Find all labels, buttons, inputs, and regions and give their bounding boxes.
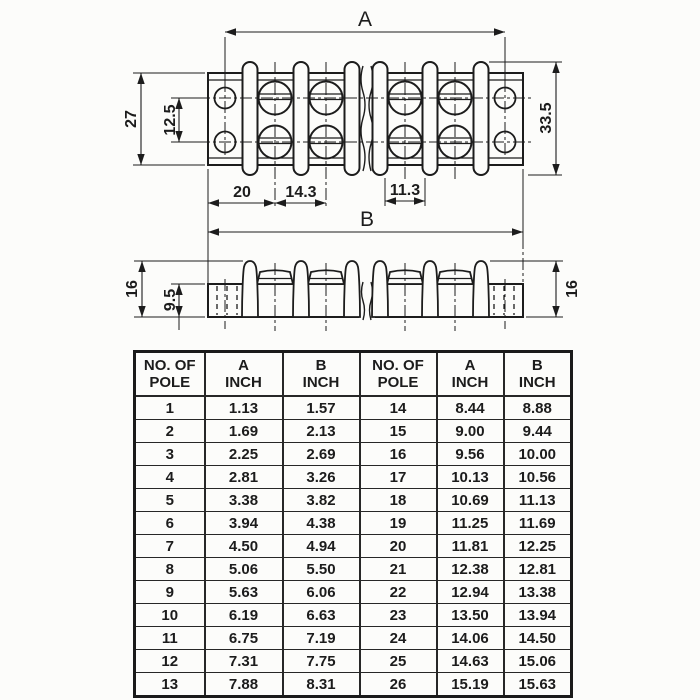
table-cell: 14 bbox=[360, 396, 437, 420]
table-cell: 8.44 bbox=[437, 396, 504, 420]
table-cell: 1 bbox=[135, 396, 205, 420]
barrier-profile bbox=[344, 261, 360, 317]
table-cell: 4 bbox=[135, 466, 205, 489]
table-cell: 1.69 bbox=[205, 420, 283, 443]
header-text: A bbox=[238, 356, 249, 374]
table-cell: 2.25 bbox=[205, 443, 283, 466]
table-cell: 11.13 bbox=[504, 489, 572, 512]
table-cell: 14.50 bbox=[504, 627, 572, 650]
table-cell: 22 bbox=[360, 581, 437, 604]
header-no-of-pole-right bbox=[360, 352, 437, 397]
header-text: POLE bbox=[149, 374, 191, 391]
table-row bbox=[135, 673, 572, 697]
dim-11-3 bbox=[385, 178, 425, 206]
table-row bbox=[135, 396, 572, 420]
dim-27-label: 27 bbox=[123, 110, 140, 128]
table-cell: 9.56 bbox=[437, 443, 504, 466]
table-cell: 18 bbox=[360, 489, 437, 512]
barrier-profile bbox=[293, 261, 309, 317]
table-cell: 3.94 bbox=[205, 512, 283, 535]
dim-9-5 bbox=[162, 284, 205, 330]
table-cell: 25 bbox=[360, 650, 437, 673]
table-cell: 4.38 bbox=[283, 512, 360, 535]
dim-20-and-14-3 bbox=[208, 169, 326, 237]
table-row bbox=[135, 443, 572, 466]
table-cell: 1.13 bbox=[205, 396, 283, 420]
header-no-of-pole-left bbox=[135, 352, 205, 397]
side-view bbox=[124, 261, 581, 331]
table-cell: 15.63 bbox=[504, 673, 572, 697]
table-cell: 12.94 bbox=[437, 581, 504, 604]
table-cell: 17 bbox=[360, 466, 437, 489]
table-cell: 19 bbox=[360, 512, 437, 535]
dim-a-label: A bbox=[357, 8, 373, 31]
header-text: B bbox=[315, 356, 327, 374]
table-cell: 3.82 bbox=[283, 489, 360, 512]
header-text: INCH bbox=[302, 374, 340, 391]
table-row bbox=[135, 466, 572, 489]
table-cell: 2.69 bbox=[283, 443, 360, 466]
table-cell: 2.13 bbox=[283, 420, 360, 443]
table-cell: 6.63 bbox=[283, 604, 360, 627]
dim-b-label: B bbox=[359, 208, 375, 231]
header-text: NO. OF bbox=[372, 356, 424, 374]
pole-table-body bbox=[135, 396, 572, 697]
table-header-row bbox=[135, 352, 572, 397]
header-text: INCH bbox=[518, 374, 556, 391]
barrier bbox=[423, 62, 438, 175]
barrier bbox=[243, 62, 258, 175]
barrier-profile bbox=[473, 261, 489, 317]
table-cell: 4.50 bbox=[205, 535, 283, 558]
dim-12-5-label: 12.5 bbox=[162, 104, 179, 136]
table-cell: 7 bbox=[135, 535, 205, 558]
header-text: NO. OF bbox=[143, 356, 196, 374]
table-cell: 13.94 bbox=[504, 604, 572, 627]
table-cell: 7.75 bbox=[283, 650, 360, 673]
table-cell: 5.50 bbox=[283, 558, 360, 581]
table-cell: 9.00 bbox=[437, 420, 504, 443]
table-cell: 26 bbox=[360, 673, 437, 697]
table-row bbox=[135, 512, 572, 535]
table-cell: 10.56 bbox=[504, 466, 572, 489]
table-cell: 12 bbox=[135, 650, 205, 673]
table-cell: 6.75 bbox=[205, 627, 283, 650]
barrier bbox=[294, 62, 309, 175]
table-cell: 15.19 bbox=[437, 673, 504, 697]
dim-11-3-label: 11.3 bbox=[389, 182, 421, 199]
table-cell: 8.31 bbox=[283, 673, 360, 697]
table-cell: 10.69 bbox=[437, 489, 504, 512]
table-cell: 3.26 bbox=[283, 466, 360, 489]
dim-33-5-label: 33.5 bbox=[538, 102, 555, 134]
header-text: B bbox=[531, 356, 543, 374]
dim-16-right-label: 16 bbox=[564, 280, 581, 298]
table-cell: 3 bbox=[135, 443, 205, 466]
table-cell: 7.19 bbox=[283, 627, 360, 650]
table-row bbox=[135, 627, 572, 650]
table-cell: 14.63 bbox=[437, 650, 504, 673]
header-text: A bbox=[464, 356, 476, 374]
table-cell: 14.06 bbox=[437, 627, 504, 650]
table-row bbox=[135, 489, 572, 512]
table-cell: 23 bbox=[360, 604, 437, 627]
barrier bbox=[373, 62, 388, 175]
table-cell: 11.69 bbox=[504, 512, 572, 535]
table-cell: 15.06 bbox=[504, 650, 572, 673]
top-view bbox=[123, 8, 562, 284]
table-cell: 10 bbox=[135, 604, 205, 627]
header-a-inch-left bbox=[205, 352, 283, 397]
table-cell: 12.81 bbox=[504, 558, 572, 581]
table-cell: 10.00 bbox=[504, 443, 572, 466]
table-cell: 13.50 bbox=[437, 604, 504, 627]
dim-16-left-label: 16 bbox=[124, 280, 141, 298]
table-row bbox=[135, 535, 572, 558]
table-cell: 5 bbox=[135, 489, 205, 512]
table-row bbox=[135, 558, 572, 581]
table-cell: 4.94 bbox=[283, 535, 360, 558]
table-cell: 20 bbox=[360, 535, 437, 558]
barrier-profile bbox=[372, 261, 388, 317]
table-cell: 24 bbox=[360, 627, 437, 650]
table-row bbox=[135, 604, 572, 627]
table-cell: 11.81 bbox=[437, 535, 504, 558]
dim-12-5 bbox=[162, 98, 199, 142]
table-cell: 11.25 bbox=[437, 512, 504, 535]
dim-14-3-label: 14.3 bbox=[285, 184, 317, 201]
table-cell: 13 bbox=[135, 673, 205, 697]
table-cell: 6.06 bbox=[283, 581, 360, 604]
header-text: POLE bbox=[377, 374, 419, 391]
header-text: INCH bbox=[451, 374, 489, 391]
barrier-profile bbox=[422, 261, 438, 317]
terminal-block-drawing bbox=[0, 0, 700, 348]
barrier bbox=[345, 62, 360, 175]
table-cell: 7.88 bbox=[205, 673, 283, 697]
table-row bbox=[135, 581, 572, 604]
table-cell: 6 bbox=[135, 512, 205, 535]
header-b-inch-right bbox=[504, 352, 572, 397]
table-cell: 11 bbox=[135, 627, 205, 650]
table-cell: 10.13 bbox=[437, 466, 504, 489]
pole-dimension-table bbox=[133, 350, 570, 693]
table-cell: 5.63 bbox=[205, 581, 283, 604]
table-cell: 13.38 bbox=[504, 581, 572, 604]
table-cell: 6.19 bbox=[205, 604, 283, 627]
table-cell: 2 bbox=[135, 420, 205, 443]
table-cell: 21 bbox=[360, 558, 437, 581]
header-a-inch-right bbox=[437, 352, 504, 397]
dim-9-5-label: 9.5 bbox=[162, 288, 179, 312]
table-cell: 12.25 bbox=[504, 535, 572, 558]
table-cell: 12.38 bbox=[437, 558, 504, 581]
barrier bbox=[474, 62, 489, 175]
table-cell: 5.06 bbox=[205, 558, 283, 581]
table-cell: 9.44 bbox=[504, 420, 572, 443]
table-cell: 3.38 bbox=[205, 489, 283, 512]
barrier-profile bbox=[242, 261, 258, 317]
header-b-inch-left bbox=[283, 352, 360, 397]
table-row bbox=[135, 420, 572, 443]
table-row bbox=[135, 650, 572, 673]
pole-table bbox=[133, 350, 573, 698]
header-text: INCH bbox=[225, 374, 262, 391]
table-cell: 2.81 bbox=[205, 466, 283, 489]
dim-20-label: 20 bbox=[233, 184, 251, 201]
table-cell: 16 bbox=[360, 443, 437, 466]
table-cell: 8.88 bbox=[504, 396, 572, 420]
table-cell: 1.57 bbox=[283, 396, 360, 420]
table-cell: 9 bbox=[135, 581, 205, 604]
table-cell: 8 bbox=[135, 558, 205, 581]
table-cell: 15 bbox=[360, 420, 437, 443]
table-cell: 7.31 bbox=[205, 650, 283, 673]
